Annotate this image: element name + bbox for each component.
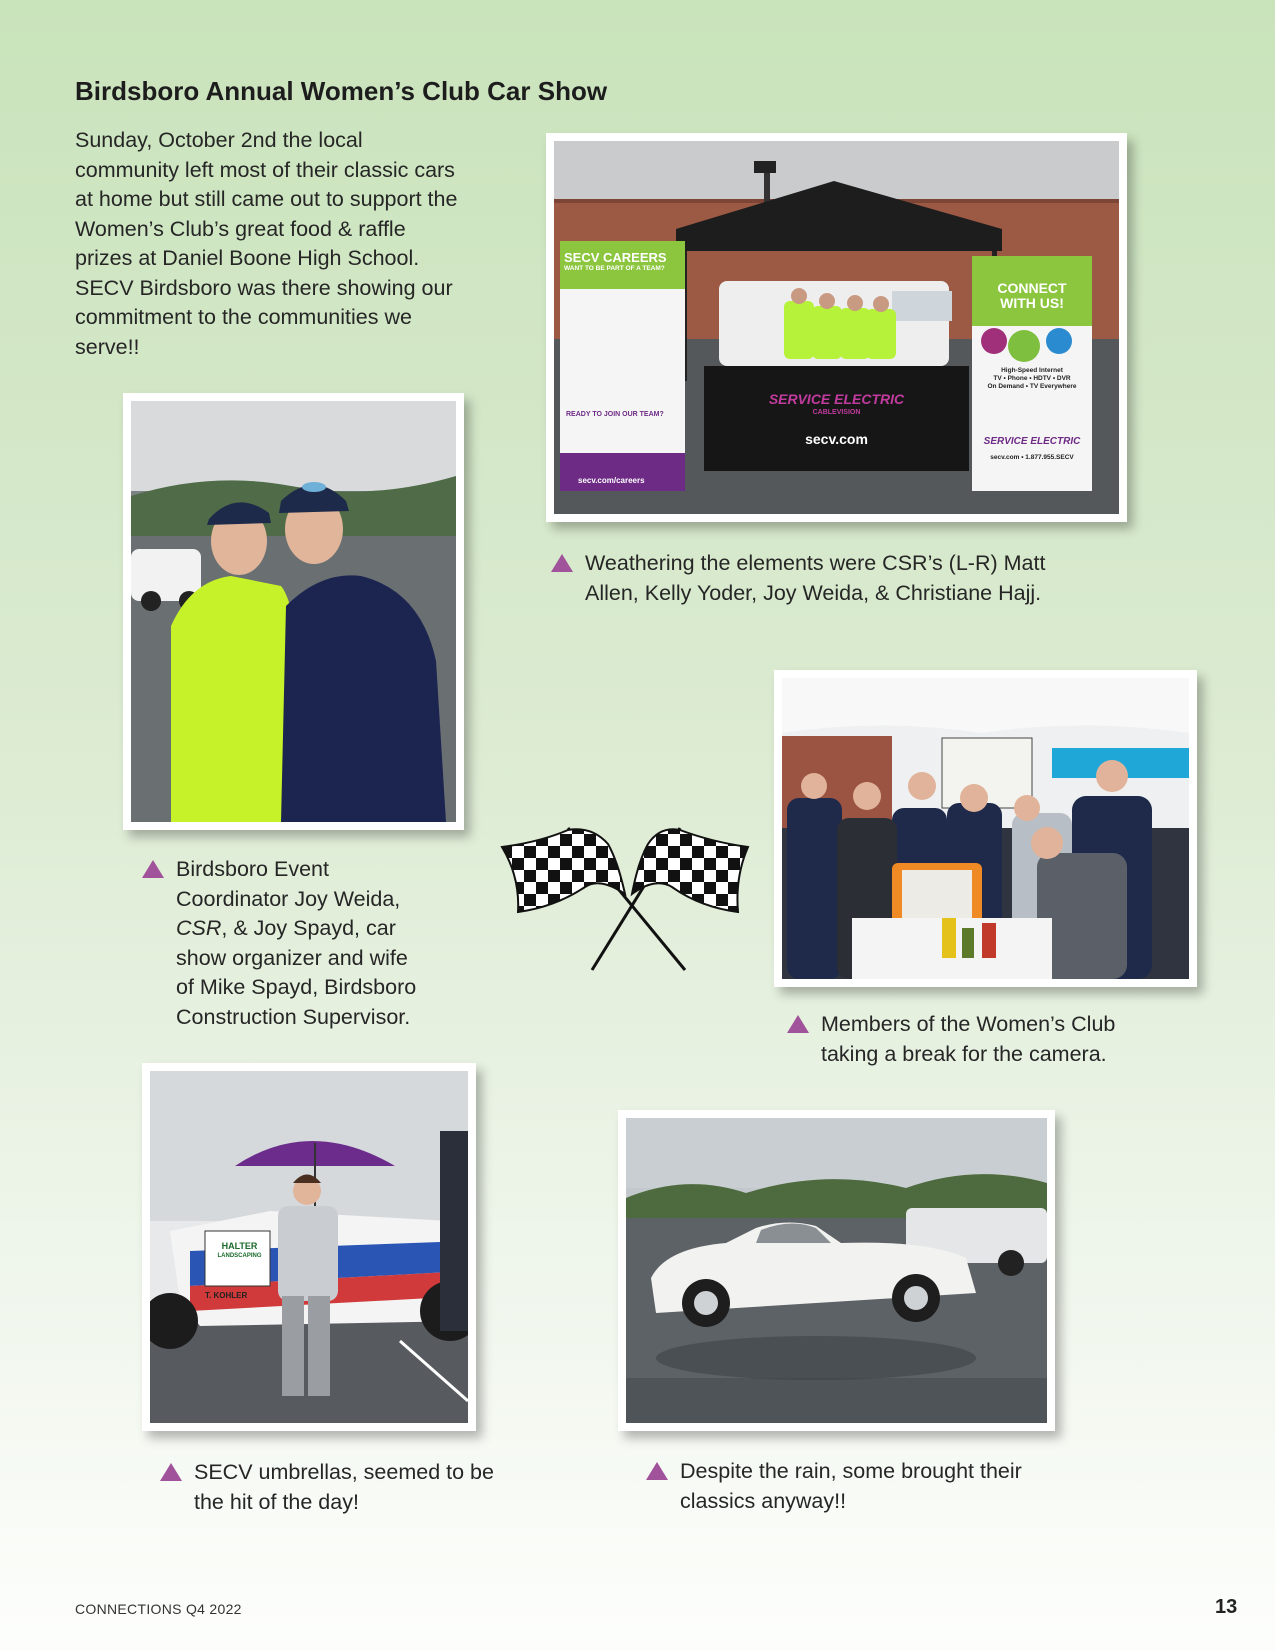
umbrella-photo — [142, 1063, 476, 1431]
caption-triangle-icon — [551, 554, 573, 572]
group-caption-text: Members of the Women’s Club taking a break for the camera. — [821, 1012, 1116, 1066]
checkered-flags-icon — [500, 822, 750, 972]
umbrella-caption-text: SECV umbrellas, seemed to be the hit of the day! — [194, 1460, 494, 1514]
booth-caption-text: Weathering the elements were CSR’s (L-R) Matt Allen, Kelly Yoder, Joy Weida, & Christiane Hajj. — [585, 551, 1046, 605]
duo-caption-line-3-rest: , & Joy Spayd, car — [221, 916, 396, 940]
duo-caption-line-4: show organizer and wife — [176, 945, 408, 970]
booth-caption — [585, 549, 1085, 608]
race-car-sponsor-kohler: T. KOHLER — [205, 1291, 248, 1300]
duo-photo-image — [131, 401, 456, 822]
booth-table-brand: SERVICE ELECTRIC — [768, 391, 905, 407]
booth-banner-connect-line2: WITH US! — [1000, 295, 1064, 311]
group-caption — [821, 1010, 1161, 1069]
caption-triangle-icon — [160, 1463, 182, 1481]
classic-car-photo-image — [626, 1118, 1047, 1423]
booth-banner-careers-subtitle: WANT TO BE PART OF A TEAM? — [564, 265, 665, 272]
duo-caption-csr: CSR — [176, 916, 222, 940]
duo-caption — [176, 855, 466, 1032]
umbrella-photo-image — [150, 1071, 468, 1423]
booth-photo — [546, 133, 1127, 522]
duo-caption-line-1: Birdsboro Event — [176, 857, 329, 881]
booth-table-sub: CABLEVISION — [812, 409, 861, 416]
caption-triangle-icon — [142, 860, 164, 878]
page-number: 13 — [1215, 1596, 1238, 1618]
booth-banner-services-3: On Demand • TV Everywhere — [987, 383, 1077, 390]
footer-publication: CONNECTIONS Q4 2022 — [75, 1601, 242, 1617]
classic-car-photo — [618, 1110, 1055, 1431]
booth-banner-careers-cta: READY TO JOIN OUR TEAM? — [566, 411, 664, 418]
duo-caption-line-2: Coordinator Joy Weida, — [176, 886, 401, 911]
caption-triangle-icon — [787, 1015, 809, 1033]
group-photo — [774, 670, 1197, 987]
race-car-sponsor-landscaping: LANDSCAPING — [217, 1253, 262, 1259]
duo-caption-line-5: of Mike Spayd, Birdsboro — [176, 975, 417, 999]
article-intro: Sunday, October 2nd the local community left most of their classic cars at home but still came out to support the Women’s Club’s great food & raffle prizes at Daniel Boone High School. SECV Birdsboro was there showing our commitment to the communities we serve!! — [75, 128, 458, 359]
booth-banner-careers-title: SECV CAREERS — [564, 250, 667, 265]
duo-caption-line-3 — [176, 914, 466, 944]
booth-banner-brand: SERVICE ELECTRIC — [983, 436, 1081, 447]
classic-caption — [680, 1457, 1040, 1516]
race-car-sponsor-halter: HALTER — [221, 1241, 258, 1251]
caption-triangle-icon — [646, 1462, 668, 1480]
article-title: Birdsboro Annual Women’s Club Car Show — [75, 76, 608, 106]
classic-caption-text: Despite the rain, some brought their classics anyway!! — [680, 1459, 1022, 1513]
booth-banner-services-1: High-Speed Internet — [1001, 367, 1063, 374]
group-photo-image — [782, 678, 1189, 979]
duo-caption-line-6: Construction Supervisor. — [176, 1004, 411, 1029]
booth-table-url: secv.com — [805, 431, 868, 447]
booth-banner-contact: secv.com • 1.877.955.SECV — [990, 454, 1074, 461]
booth-banner-careers-url: secv.com/careers — [578, 476, 645, 485]
booth-banner-connect-line1: CONNECT — [997, 280, 1067, 296]
duo-photo — [123, 393, 464, 830]
umbrella-caption — [194, 1458, 494, 1517]
booth-banner-services-2: TV • Phone • HDTV • DVR — [993, 375, 1071, 382]
